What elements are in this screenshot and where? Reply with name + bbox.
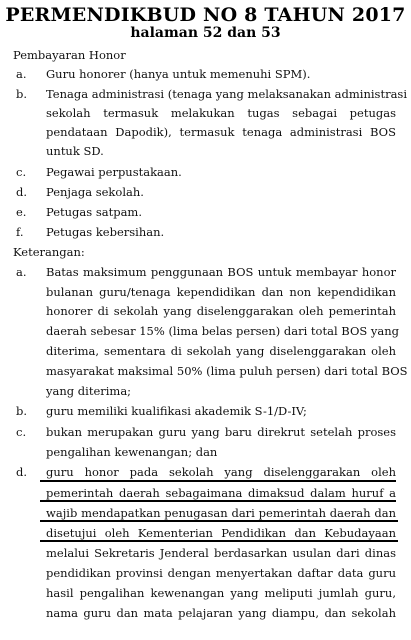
item-line: pendidikan provinsi dengan menyertakan daftar data guru <box>46 566 396 580</box>
item-letter: e. <box>16 205 27 219</box>
item-line: daerah sebesar 15% (lima belas persen) dari total BOS yang <box>46 324 400 338</box>
item-line: untuk SD. <box>46 144 104 158</box>
item-line: masyarakat maksimal 50% (lima puluh persen) dari total BOS <box>46 364 408 378</box>
item-line: sekolah termasuk melakukan tugas sebagai petugas <box>46 106 396 120</box>
item-line: melalui Sekretaris Jenderal berdasarkan usulan dari dinas <box>46 546 396 560</box>
item-letter: c. <box>16 425 27 439</box>
item-line: Petugas satpam. <box>46 205 142 219</box>
item-line: pendataan Dapodik), termasuk tenaga administrasi BOS <box>46 125 396 139</box>
item-line: hasil pengalihan kewenangan yang meliputi jumlah guru, <box>46 586 396 600</box>
highlight-underline <box>40 480 396 482</box>
item-letter: f. <box>16 225 24 239</box>
section-heading-pembayaran: Pembayaran Honor <box>13 48 126 62</box>
item-line: pengalihan kewenangan; dan <box>46 445 218 459</box>
item-line: disetujui oleh Kementerian Pendidikan dan Kebudayaan <box>46 526 396 540</box>
item-line: pemerintah daerah sebagaimana dimaksud dalam huruf a <box>46 486 396 500</box>
item-line: guru honor pada sekolah yang diselenggarakan oleh <box>46 465 396 479</box>
item-line: bulanan guru/tenaga kependidikan dan non kependidikan <box>46 285 396 299</box>
item-line: honorer di sekolah yang diselenggarakan oleh pemerintah <box>46 304 396 318</box>
item-letter: b. <box>16 404 28 418</box>
highlight-underline <box>40 540 398 542</box>
item-letter: b. <box>16 87 28 101</box>
page-cutoff <box>0 628 411 640</box>
item-line: diterima, sementara di sekolah yang diselenggarakan oleh <box>46 344 396 358</box>
item-letter: d. <box>16 465 28 479</box>
document-subtitle: halaman 52 dan 53 <box>130 25 281 41</box>
section-heading-keterangan: Keterangan: <box>13 245 85 259</box>
item-letter: a. <box>16 265 27 279</box>
item-line: nama guru dan mata pelajaran yang diampu, dan sekolah <box>46 606 396 620</box>
item-line: Batas maksimum penggunaan BOS untuk membayar honor <box>46 265 396 279</box>
item-line: guru memiliki kualifikasi akademik S-1/D-IV; <box>46 404 307 418</box>
item-letter: c. <box>16 165 27 179</box>
highlight-underline <box>40 520 398 522</box>
item-line: Guru honorer (hanya untuk memenuhi SPM). <box>46 67 311 81</box>
item-letter: d. <box>16 185 28 199</box>
item-line: Petugas kebersihan. <box>46 225 165 239</box>
item-letter: a. <box>16 67 27 81</box>
item-line: wajib mendapatkan penugasan dari pemerintah daerah dan <box>46 506 396 520</box>
highlight-underline <box>40 500 396 502</box>
item-line: yang diterima; <box>46 384 132 398</box>
document-title: PERMENDIKBUD NO 8 TAHUN 2017 <box>5 4 406 26</box>
item-line: bukan merupakan guru yang baru direkrut setelah proses <box>46 425 396 439</box>
item-line: Pegawai perpustakaan. <box>46 165 182 179</box>
item-line: Tenaga administrasi (tenaga yang melaksanakan administrasi <box>46 87 408 101</box>
item-line: Penjaga sekolah. <box>46 185 144 199</box>
